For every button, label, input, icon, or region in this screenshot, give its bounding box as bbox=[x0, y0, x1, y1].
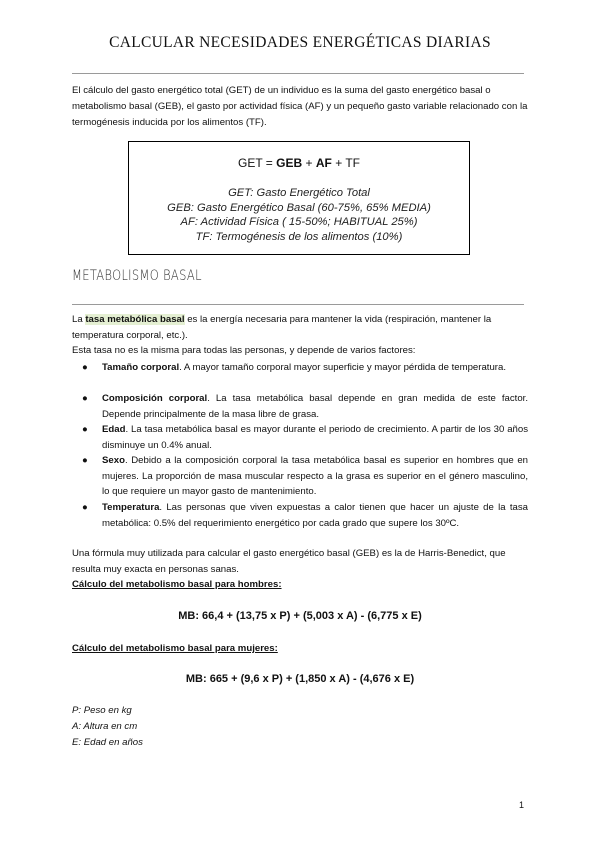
formula-legend bbox=[129, 186, 469, 244]
highlight-tmb: tasa metabólica basal bbox=[85, 314, 185, 325]
equation-tf: + TF bbox=[331, 156, 360, 170]
legend-line-af: AF: Actividad Física ( 15-50%; HABITUAL 25%) bbox=[180, 216, 418, 228]
para1-post: es la energía necesaria para mantener la vida (respiración, mantener la temperatura corporal, etc.). bbox=[72, 314, 492, 341]
bullet-icon: ● bbox=[82, 502, 88, 513]
bullet-icon: ● bbox=[82, 362, 88, 373]
list-item bbox=[72, 500, 528, 531]
factor-label: Edad bbox=[102, 424, 126, 435]
equation-af: AF bbox=[315, 156, 332, 170]
var-edad: E: Edad en años bbox=[72, 737, 143, 748]
list-item bbox=[72, 453, 528, 500]
legend-line-get: GET: Gasto Energético Total bbox=[228, 187, 370, 199]
factor-text: . Las personas que viven expuestas a calor tienen que hacer un ajuste de la tasa metabólica: 0.5% del requerimiento energético por cada grado que supere los 30ºC. bbox=[102, 502, 528, 529]
list-item bbox=[72, 360, 528, 391]
legend-line-tf: TF: Termogénesis de los alimentos (10%) bbox=[195, 230, 403, 243]
legend-line-geb: GEB: Gasto Energético Basal (60-75%, 65% MEDIA) bbox=[167, 201, 431, 214]
para1-pre: La bbox=[72, 314, 86, 325]
variables-legend bbox=[72, 703, 143, 751]
harris-benedict-paragraph: Una fórmula muy utilizada para calcular el gasto energético basal (GEB) es la de Harris-Benedict, que resulta muy exacta en personas sanas. bbox=[72, 548, 506, 575]
factor-label: Tamaño corporal bbox=[102, 362, 180, 373]
list-item bbox=[72, 422, 528, 453]
bullet-icon: ● bbox=[82, 455, 88, 466]
tmb-definition bbox=[72, 312, 528, 343]
factor-text: . Debido a la composición corporal la tasa metabólica basal es superior en hombres que en mujeres. La proporción de masa muscular respecto a la grasa es superior en el género masculino, lo que requiere un mayor gasto de mantenimiento. bbox=[102, 455, 528, 497]
bullet-icon: ● bbox=[82, 393, 88, 404]
section-heading: METABOLISMO BASAL bbox=[72, 268, 202, 284]
var-altura: A: Altura en cm bbox=[72, 721, 138, 732]
factors-intro: Esta tasa no es la misma para todas las personas, y depende de varios factores: bbox=[72, 345, 416, 356]
men-formula-title: Cálculo del metabolismo basal para hombres: bbox=[72, 579, 282, 590]
factor-label: Sexo bbox=[102, 455, 125, 466]
men-formula: MB: 66,4 + (13,75 x P) + (5,003 x A) - (6,775 x E) bbox=[178, 610, 422, 622]
var-peso: P: Peso en kg bbox=[72, 705, 132, 716]
factor-text: . A mayor tamaño corporal mayor superficie y mayor pérdida de temperatura. bbox=[179, 362, 506, 373]
equation-lhs: GET = bbox=[238, 156, 277, 170]
factors-list bbox=[72, 360, 528, 531]
factor-text: . La tasa metabólica basal es mayor durante el periodo de crecimiento. A partir de los 30 años disminuye un 0.4% anual. bbox=[102, 424, 528, 451]
title-divider bbox=[72, 73, 524, 74]
factor-label: Temperatura bbox=[102, 502, 160, 513]
section-divider bbox=[72, 304, 524, 305]
factor-label: Composición corporal bbox=[102, 393, 208, 404]
get-equation bbox=[129, 156, 469, 170]
bullet-icon: ● bbox=[82, 424, 88, 435]
page-title: CALCULAR NECESIDADES ENERGÉTICAS DIARIAS bbox=[109, 34, 491, 51]
list-item bbox=[72, 391, 528, 422]
get-formula-box bbox=[128, 141, 470, 255]
page-number: 1 bbox=[518, 800, 524, 810]
equation-geb: GEB bbox=[276, 156, 303, 170]
equation-plus: + bbox=[302, 156, 316, 170]
intro-paragraph: El cálculo del gasto energético total (GET) de un individuo es la suma del gasto energético basal o metabolismo basal (GEB), el gasto por actividad física (AF) y un pequeño gasto variable relacionado con la termogénesis inducida por los alimentos (TF). bbox=[72, 85, 528, 128]
factor-text: . La tasa metabólica basal depende en gran medida de este factor. Depende principalmente de la masa libre de grasa. bbox=[102, 393, 528, 420]
women-formula: MB: 665 + (9,6 x P) + (1,850 x A) - (4,676 x E) bbox=[185, 673, 415, 685]
women-formula-title: Cálculo del metabolismo basal para mujeres: bbox=[72, 643, 278, 654]
